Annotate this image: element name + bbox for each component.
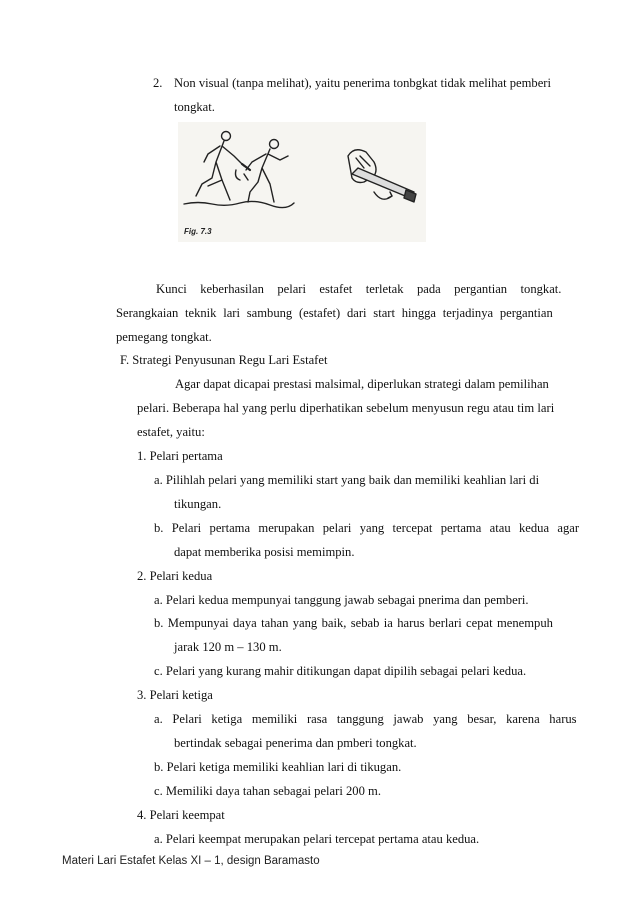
runner-2-body [246,149,288,202]
runner-1-body [196,141,244,200]
relay-baton-figure [178,122,426,242]
item-number-2: 2. [153,76,163,90]
runner-2-head [270,140,279,149]
list-item-1a-line-1: a. Pilihlah pelari yang memiliki start yang baik dan memiliki keahlian lari di [154,473,540,487]
intro-line-3: pemegang tongkat. [116,330,212,344]
list-item-2b-line-2: jarak 120 m – 130 m. [174,640,282,654]
intro-line-2: Serangkaian teknik lari sambung (estafet) dari start hingga terjadinya pergantian [116,306,553,320]
relay-illustration [178,122,426,242]
list-item-1a-line-2: tikungan. [174,497,222,511]
list-item-pelari-pertama: 1. Pelari pertama [137,449,223,463]
list-item-pelari-keempat: 4. Pelari keempat [137,808,225,822]
section-f-para-line-2: pelari. Beberapa hal yang perlu diperhatikan sebelum menyusun regu atau tim lari [137,401,555,415]
list-item-4a: a. Pelari keempat merupakan pelari tercepat pertama atau kedua. [154,832,480,846]
list-item-3b: b. Pelari ketiga memiliki keahlian lari di tikugan. [154,760,402,774]
ground-line [184,201,294,207]
page-footer: Materi Lari Estafet Kelas XI – 1, design Baramasto [62,855,320,867]
list-item-3a-line-1: a. Pelari ketiga memiliki rasa tanggung jawab yang besar, karena harus [154,712,577,726]
list-item-2b-line-1: b. Mempunyai daya tahan yang baik, sebab ia harus berlari cepat menempuh [154,616,553,630]
list-item-pelari-ketiga: 3. Pelari ketiga [137,688,213,702]
intro-line-1: Kunci keberhasilan pelari estafet terletak pada pergantian tongkat. [156,282,562,296]
section-f-para-line-3: estafet, yaitu: [137,425,205,439]
figure-caption: Fig. 7.3 [184,227,212,236]
list-item-2c: c. Pelari yang kurang mahir ditikungan dapat dipilih sebagai pelari kedua. [154,664,527,678]
list-item-3c: c. Memiliki daya tahan sebagai pelari 200 m. [154,784,381,798]
runner-1-head [222,132,231,141]
list-item-1b-line-1: b. Pelari pertama merupakan pelari yang tercepat pertama atau kedua agar [154,521,580,535]
list-item-3a-line-2: bertindak sebagai penerima dan pmberi tongkat. [174,736,417,750]
item-2-line-2: tongkat. [174,100,215,114]
list-item-pelari-kedua: 2. Pelari kedua [137,569,213,583]
section-f-heading: F. Strategi Penyusunan Regu Lari Estafet [120,353,328,367]
list-item-2a: a. Pelari kedua mempunyai tanggung jawab sebagai pnerima dan pemberi. [154,593,529,607]
section-f-para-line-1: Agar dapat dicapai prestasi malsimal, diperlukan strategi dalam pemilihan [175,377,549,391]
list-item-1b-line-2: dapat memberika posisi memimpin. [174,545,355,559]
item-2-text: Non visual (tanpa melihat), yaitu penerima tonbgkat tidak melihat pemberi [174,76,552,90]
item-2-line-1 [174,75,562,91]
